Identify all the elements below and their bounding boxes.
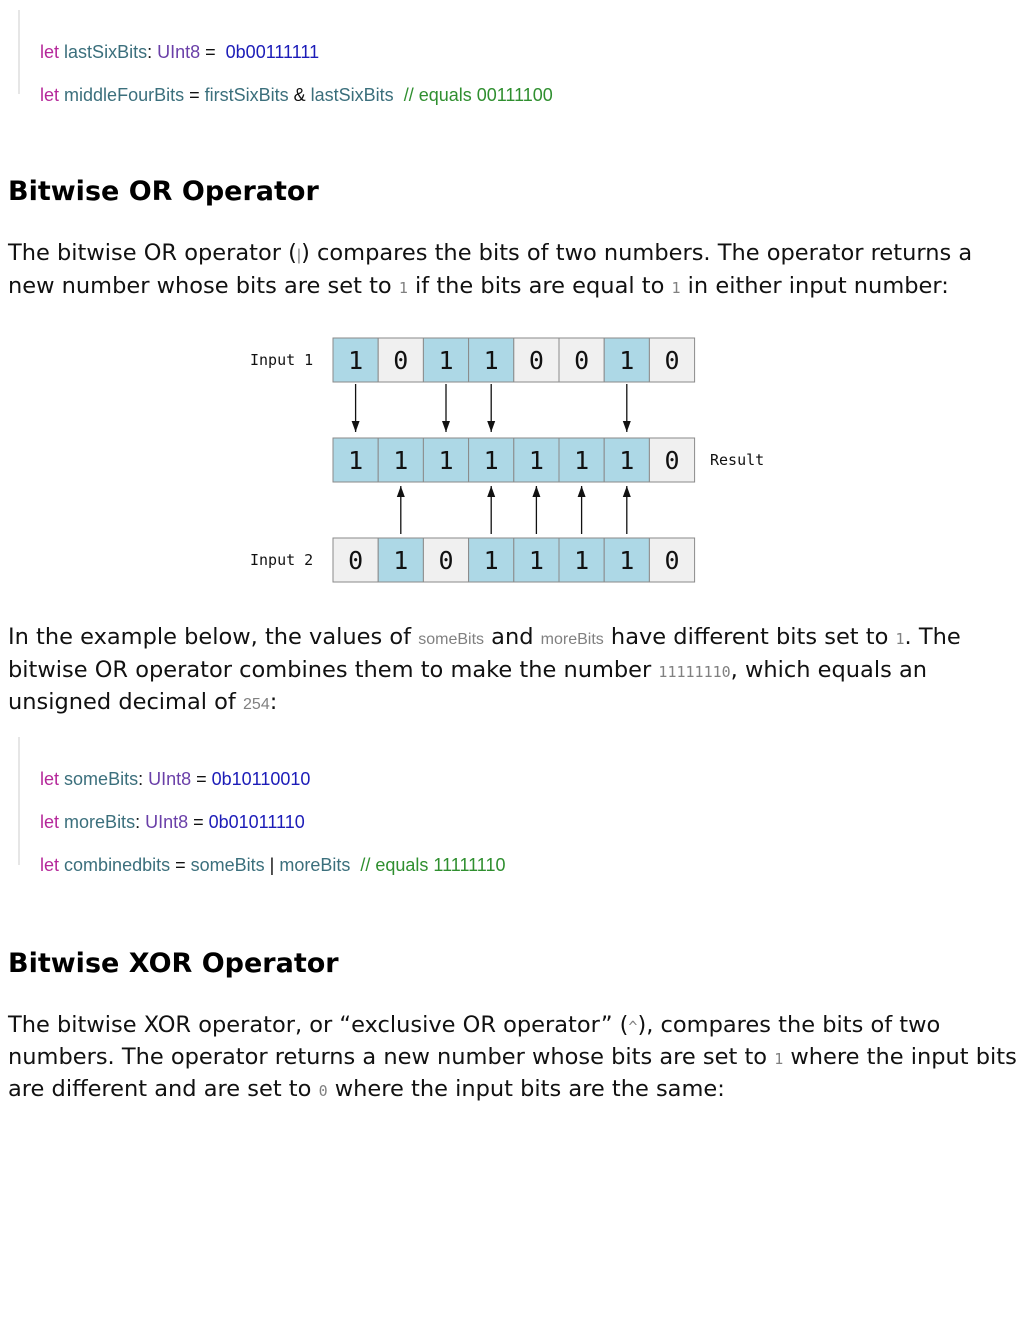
code-keyword: let [40, 855, 60, 875]
arrow-up-head [623, 486, 631, 497]
or-example-paragraph: In the example below, the values of someBits and moreBits have different bits set to 1. The bitwise OR operator combines them to make the number 11111110, which equals an unsigned decimal of 254: [8, 624, 961, 715]
code-comment: // equals 11111110 [360, 855, 506, 875]
input1-bit-value: 1 [619, 346, 635, 375]
code-line: let someBits: UInt8 = 0b10110010 [40, 769, 311, 789]
result-bit-value: 0 [664, 446, 680, 475]
inline-code: 11111110 [658, 663, 731, 681]
code-line: let lastSixBits: UInt8 = 0b00111111 [40, 42, 320, 62]
code-type: UInt8 [148, 769, 192, 789]
code-identifier: moreBits [64, 812, 136, 832]
code-identifier: lastSixBits [64, 42, 148, 62]
result-bit-value: 1 [528, 446, 544, 475]
code-identifier: lastSixBits [310, 85, 394, 105]
input1-label: Input 1 [250, 351, 314, 369]
code-line: let moreBits: UInt8 = 0b01011110 [40, 812, 305, 832]
code-line: let middleFourBits = firstSixBits & lastSixBits // equals 00111100 [40, 85, 553, 105]
input2-bit-value: 0 [664, 546, 680, 575]
result-bit-value: 1 [574, 446, 590, 475]
input2-bit-value: 1 [619, 546, 635, 575]
code-block-1 [18, 10, 553, 105]
arrow-down-head [442, 421, 450, 432]
code-keyword: let [40, 812, 60, 832]
code-identifier: combinedbits [64, 855, 171, 875]
input2-bit-value: 1 [483, 546, 499, 575]
input1-bit-value: 1 [348, 346, 364, 375]
inline-code: 1 [398, 279, 408, 297]
result-bit-value: 1 [619, 446, 635, 475]
section-heading-xor: Bitwise XOR Operator [8, 948, 339, 979]
input1-bit-value: 0 [393, 346, 409, 375]
code-keyword: let [40, 769, 60, 789]
input2-bit-value: 1 [393, 546, 409, 575]
input2-bit-value: 0 [348, 546, 364, 575]
arrow-down-head [352, 421, 360, 432]
input2-label: Input 2 [250, 551, 314, 569]
arrow-up-head [578, 486, 586, 497]
inline-code: | [296, 247, 302, 264]
inline-code: someBits [418, 631, 485, 648]
code-identifier: someBits [190, 855, 265, 875]
code-identifier: moreBits [279, 855, 351, 875]
result-label: Result [710, 451, 765, 469]
inline-code: 1 [774, 1050, 784, 1068]
inline-code: 1 [671, 279, 681, 297]
input1-bit-value: 0 [528, 346, 544, 375]
arrow-up-head [532, 486, 540, 497]
code-number: 0b10110010 [211, 769, 311, 789]
section-heading-or: Bitwise OR Operator [8, 176, 319, 207]
result-bit-value: 1 [483, 446, 499, 475]
code-identifier: middleFourBits [64, 85, 185, 105]
arrow-down-head [623, 421, 631, 432]
input1-bit-value: 1 [483, 346, 499, 375]
code-keyword: let [40, 42, 60, 62]
result-bit-value: 1 [438, 446, 454, 475]
input2-bit-value: 1 [574, 546, 590, 575]
code-line: let combinedbits = someBits | moreBits // equals 11111110 [40, 855, 506, 875]
result-bit-value: 1 [393, 446, 409, 475]
arrow-up-head [487, 486, 495, 497]
code-block-2 [18, 737, 506, 875]
bitwise-or-diagram [0, 320, 1024, 590]
inline-code: 254 [243, 696, 270, 713]
code-comment: // equals 00111100 [403, 85, 553, 105]
code-identifier: someBits [64, 769, 139, 789]
input2-bit-value: 1 [528, 546, 544, 575]
input2-bit-value: 0 [438, 546, 454, 575]
code-keyword: let [40, 85, 60, 105]
arrow-up-head [397, 486, 405, 497]
code-type: UInt8 [157, 42, 201, 62]
code-number: 0b01011110 [208, 812, 305, 832]
arrow-down-head [487, 421, 495, 432]
code-number: 0b00111111 [225, 42, 320, 62]
input1-bit-value: 0 [574, 346, 590, 375]
inline-code: moreBits [540, 631, 604, 648]
inline-code: 1 [895, 630, 905, 648]
code-identifier: firstSixBits [204, 85, 289, 105]
or-intro-paragraph: The bitwise OR operator (|) compares the bits of two numbers. The operator returns a new number whose bits are set to 1 if the bits are equal to 1 in either input number: [8, 240, 973, 299]
result-bit-value: 1 [348, 446, 364, 475]
inline-code: ^ [628, 1018, 638, 1036]
xor-intro-paragraph: The bitwise XOR operator, or “exclusive OR operator” (^), compares the bits of two numbers. The operator returns a new number whose bits are set to 1 where the input bits are different and are set to 0 where the input bits are the same: [8, 1012, 1017, 1102]
diagram-cells [333, 338, 695, 582]
input1-bit-value: 0 [664, 346, 680, 375]
input1-bit-value: 1 [438, 346, 454, 375]
code-type: UInt8 [145, 812, 189, 832]
inline-code: 0 [318, 1082, 328, 1100]
